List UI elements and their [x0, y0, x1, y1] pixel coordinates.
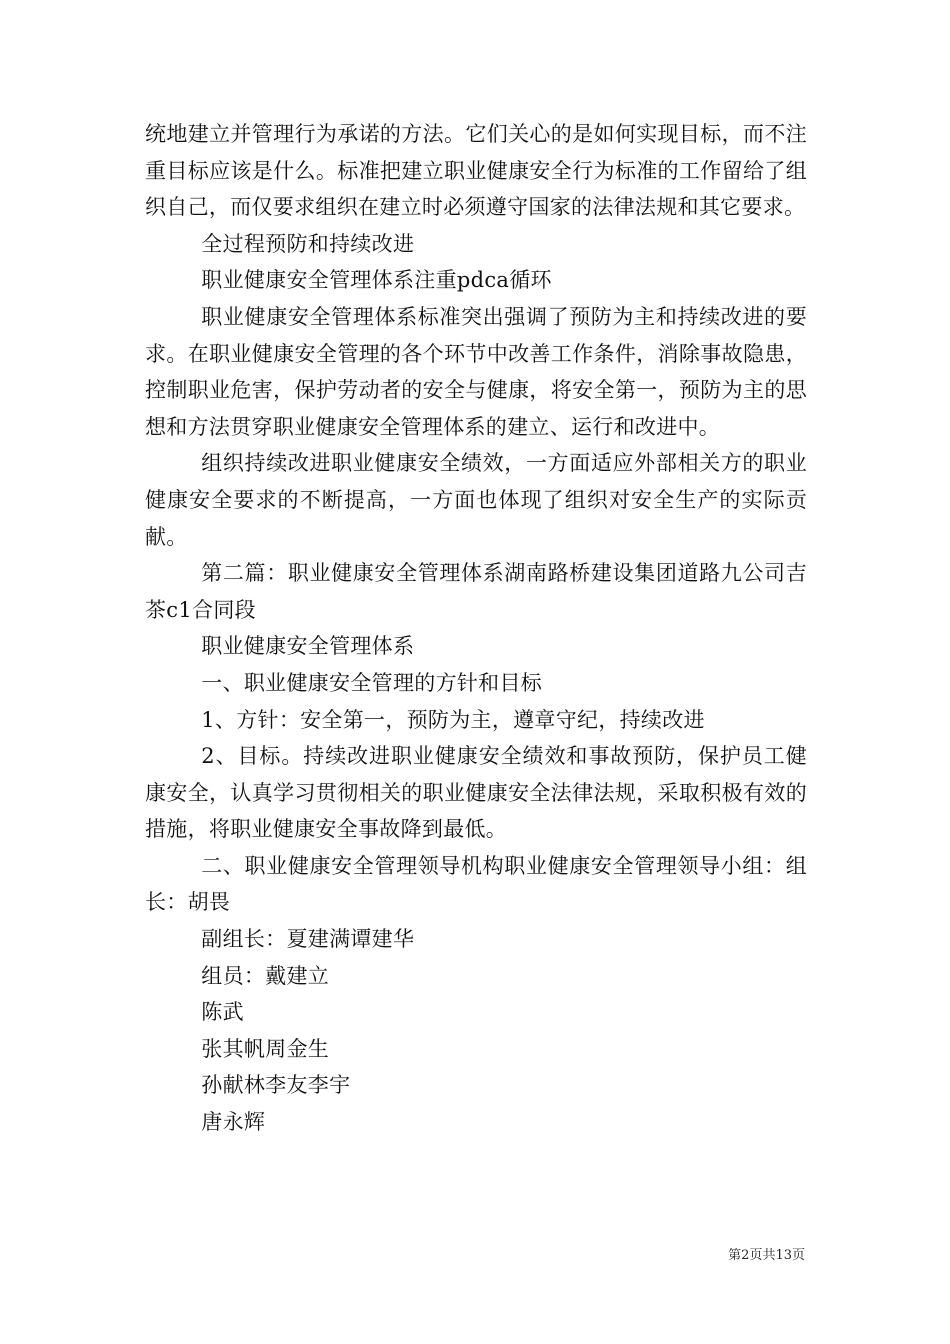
paragraph: 孙献林李友李宇: [201, 1073, 351, 1098]
paragraph: 陈武: [201, 1000, 244, 1025]
paragraph: 副组长：夏建满谭建华: [201, 927, 415, 952]
paragraph: 二、职业健康安全管理领导机构职业健康安全管理领导小组：组长：胡畏: [145, 853, 807, 915]
paragraph: 唐永辉: [201, 1110, 266, 1135]
paragraph: 职业健康安全管理体系: [201, 634, 415, 659]
paragraph: 1、方针：安全第一，预防为主，遵章守纪，持续改进: [201, 707, 705, 732]
paragraph: 张其帆周金生: [201, 1036, 330, 1061]
paragraph: 2、目标。持续改进职业健康安全绩效和事故预防，保护员工健康安全，认真学习贯彻相关的职业健康安全法律法规，采取积极有效的措施，将职业健康安全事故降到最低。: [145, 744, 807, 842]
paragraph: 组员：戴建立: [201, 963, 330, 988]
paragraph: 组织持续改进职业健康安全绩效，一方面适应外部相关方的职业健康安全要求的不断提高，一方面也体现了组织对安全生产的实际贡献。: [145, 451, 807, 549]
paragraph: 全过程预防和持续改进: [201, 231, 415, 256]
paragraph: 一、职业健康安全管理的方针和目标: [201, 670, 543, 695]
paragraph: 职业健康安全管理体系标准突出强调了预防为主和持续改进的要求。在职业健康安全管理的各个环节中改善工作条件，消除事故隐患，控制职业危害，保护劳动者的安全与健康，将安全第一，预防为主的思想和方法贯穿职业健康安全管理体系的建立、运行和改进中。: [145, 304, 807, 439]
page-number: 第2页共13页: [728, 1248, 805, 1263]
paragraph: 统地建立并管理行为承诺的方法。它们关心的是如何实现目标，而不注重目标应该是什么。标准把建立职业健康安全行为标准的工作留给了组织自己，而仅要求组织在建立时必须遵守国家的法律法规和其它要求。: [145, 122, 807, 220]
section-heading: 第二篇：职业健康安全管理体系湖南路桥建设集团道路九公司吉茶c1合同段: [145, 561, 807, 622]
document-body: [145, 116, 807, 1141]
paragraph: 职业健康安全管理体系注重pdca循环: [201, 268, 552, 293]
